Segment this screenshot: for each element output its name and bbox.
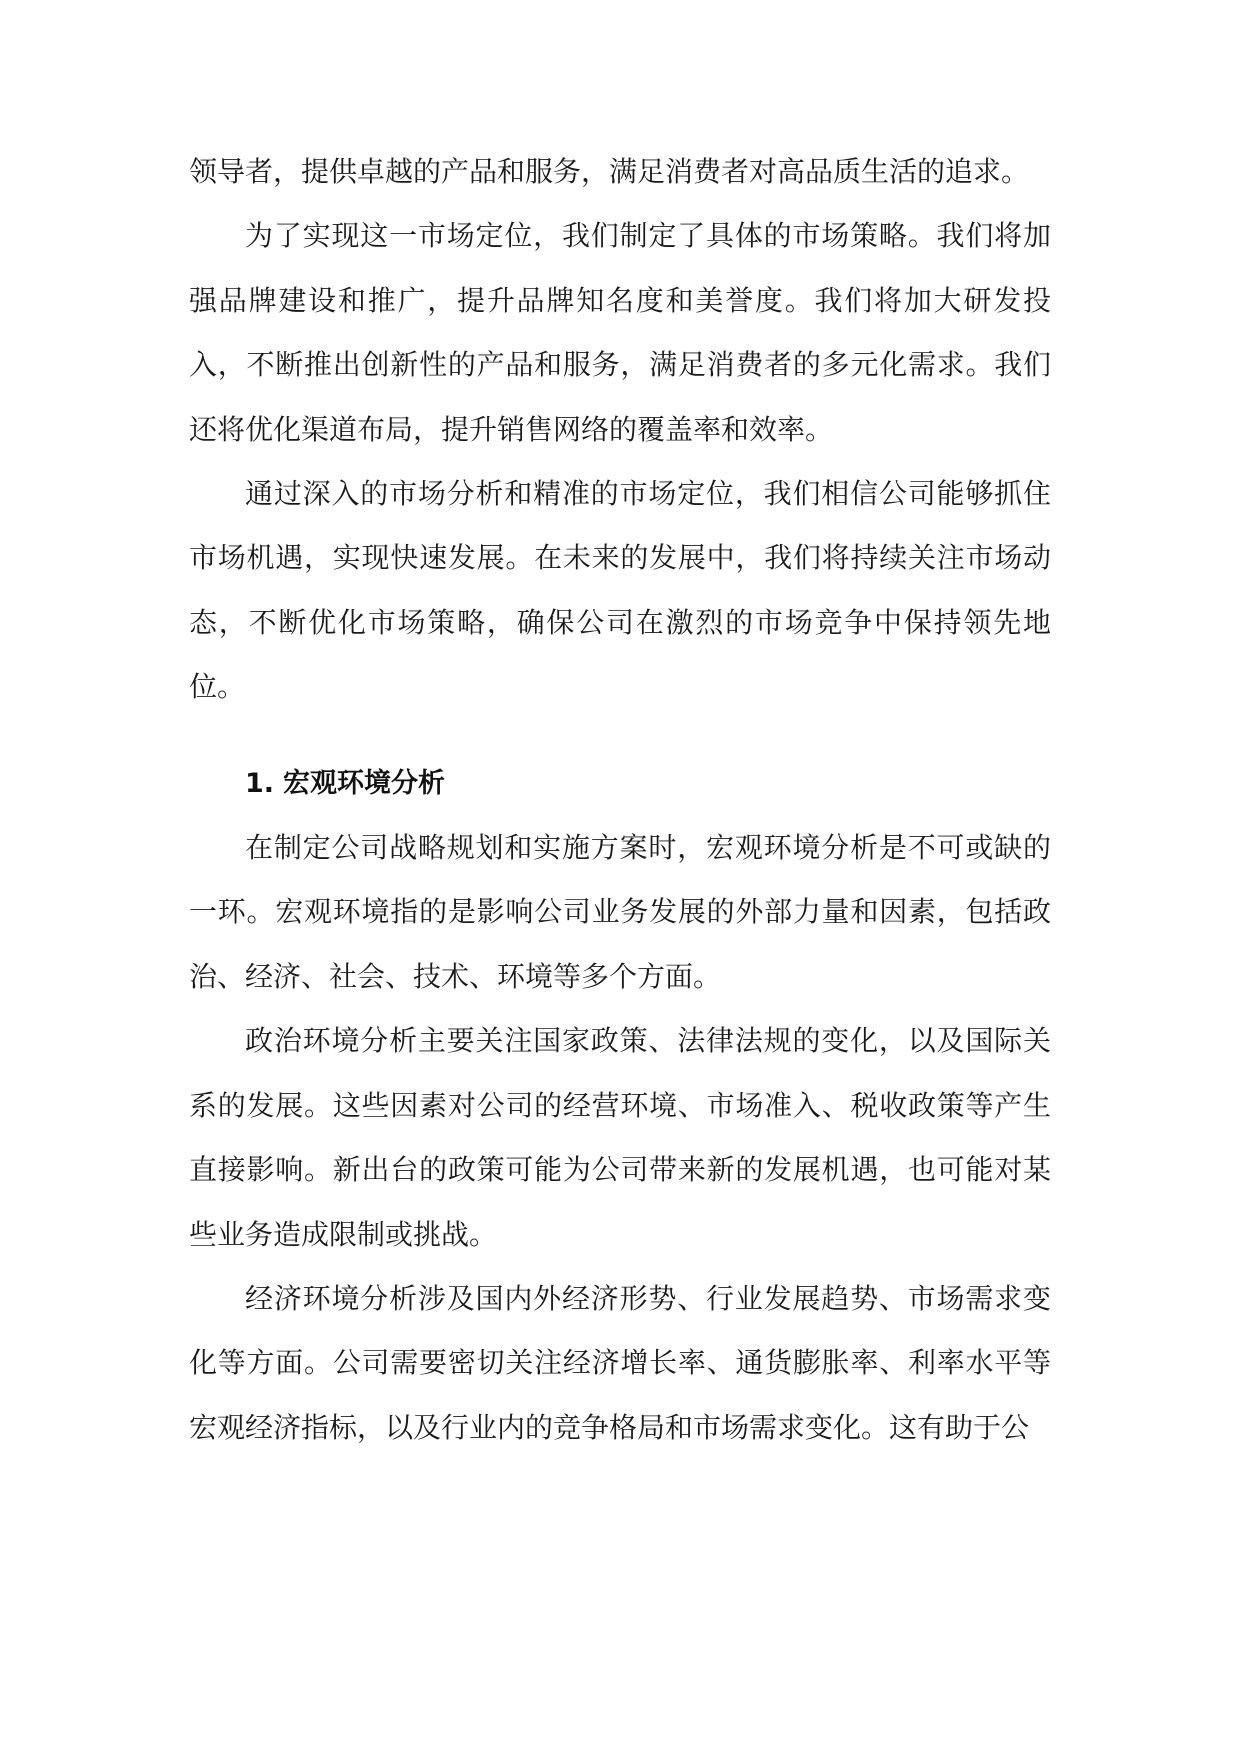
paragraph-economic-environment: 经济环境分析涉及国内外经济形势、行业发展趋势、市场需求变化等方面。公司需要密切关注经济增长率、通货膨胀率、利率水平等宏观经济指标，以及行业内的竞争格局和市场需求变化。这有助于公 (189, 1281, 1051, 1444)
section-title: 宏观环境分析 (283, 767, 445, 799)
paragraph-political-environment: 政治环境分析主要关注国家政策、法律法规的变化，以及国际关系的发展。这些因素对公司的经营环境、市场准入、税收政策等产生直接影响。新出台的政策可能为公司带来新的发展机遇，也可能对某些业务造成限制或挑战。 (189, 1024, 1051, 1251)
document-body (189, 140, 1051, 1460)
paragraph-market-strategy: 为了实现这一市场定位，我们制定了具体的市场策略。我们将加强品牌建设和推广，提升品牌知名度和美誉度。我们将加大研发投入，不断推出创新性的产品和服务，满足消费者的多元化需求。我们还将优化渠道布局，提升销售网络的覆盖率和效率。 (189, 219, 1051, 446)
section-heading (189, 752, 1051, 816)
paragraph-macro-intro: 在制定公司战略规划和实施方案时，宏观环境分析是不可或缺的一环。宏观环境指的是影响公司业务发展的外部力量和因素，包括政治、经济、社会、技术、环境等多个方面。 (189, 831, 1051, 993)
section-number: 1. (245, 767, 275, 799)
paragraph-continued: 领导者，提供卓越的产品和服务，满足消费者对高品质生活的追求。 (189, 155, 1030, 188)
paragraph-market-positioning-summary: 通过深入的市场分析和精准的市场定位，我们相信公司能够抓住市场机遇，实现快速发展。在未来的发展中，我们将持续关注市场动态，不断优化市场策略，确保公司在激烈的市场竞争中保持领先地位。 (189, 477, 1051, 704)
